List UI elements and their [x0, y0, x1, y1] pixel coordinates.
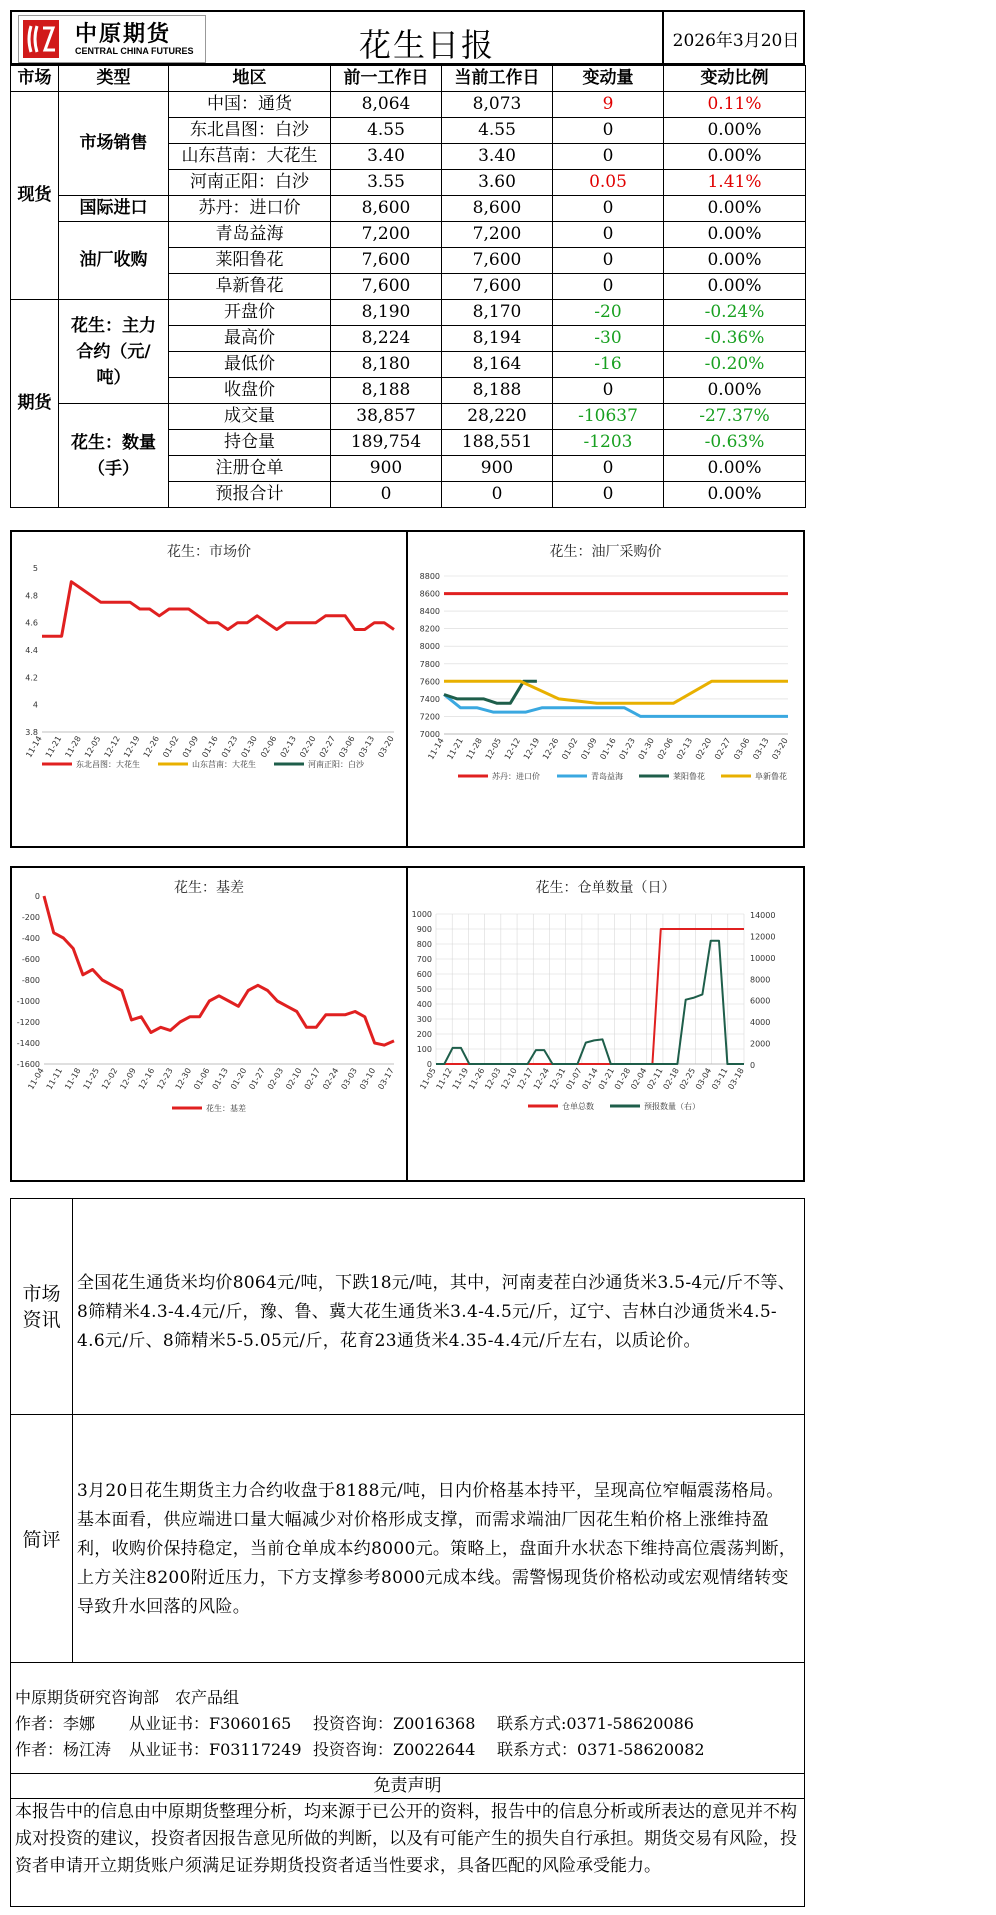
y-tick-label: 900	[416, 925, 432, 934]
y-tick-label: 7400	[419, 694, 440, 704]
x-tick-label: 01-30	[239, 734, 259, 760]
series-line	[444, 695, 788, 717]
x-tick-label: 03-11	[710, 1066, 730, 1092]
y-tick-label: 8800	[419, 572, 440, 581]
chg-cell: -30	[553, 326, 664, 352]
author-name: 作者：李娜	[15, 1714, 96, 1733]
prev-cell: 7,200	[331, 222, 442, 248]
group-oil-mill: 油厂收购	[59, 222, 169, 300]
y-tick-label: -1000	[16, 997, 40, 1006]
chg-cell: 0	[553, 222, 664, 248]
chart-panel-basis	[10, 866, 408, 1182]
y-tick-label: -800	[21, 976, 40, 985]
chg-cell: 0	[553, 118, 664, 144]
comment-label-text: 简评	[22, 1529, 61, 1551]
chg-cell: 9	[553, 92, 664, 118]
x-tick-label: 11-05	[418, 1066, 438, 1092]
x-tick-label: 02-13	[278, 734, 298, 760]
legend-label: 莱阳鲁花	[673, 772, 705, 781]
y-tick-label: -1600	[16, 1060, 40, 1069]
x-tick-label: 03-10	[357, 1066, 378, 1092]
y-tick-label: 4	[32, 700, 38, 710]
x-tick-label: 11-28	[63, 734, 83, 760]
y-tick-label: 8200	[419, 624, 440, 634]
curr-cell: 900	[442, 456, 553, 482]
chart-basis	[12, 868, 406, 1180]
x-tick-label: 02-03	[265, 1066, 286, 1092]
y-tick-label: 4.6	[25, 618, 38, 628]
logo-cn-text: 中原期货	[75, 21, 172, 47]
region-cell: 最高价	[169, 326, 331, 352]
region-cell: 持仓量	[169, 430, 331, 456]
x-tick-label: 01-13	[210, 1066, 230, 1092]
chg-cell: -10637	[553, 404, 664, 430]
x-tick-label: 02-25	[677, 1066, 698, 1092]
chg-cell: -20	[553, 300, 664, 326]
region-cell: 苏丹：进口价	[169, 196, 331, 222]
prev-cell: 7,600	[331, 274, 442, 300]
author-cert: 从业证书：F03117249	[129, 1740, 302, 1759]
col-header: 市场	[11, 66, 59, 92]
x-tick-label: 11-14	[426, 736, 446, 762]
y-right-tick-label: 10000	[750, 953, 776, 963]
chg-cell: 0	[553, 482, 664, 508]
y-tick-label: 7800	[419, 659, 440, 669]
y-tick-label: 8400	[419, 607, 440, 617]
table-row	[11, 404, 806, 430]
x-tick-label: 12-19	[521, 736, 542, 762]
y-tick-label: 800	[416, 940, 432, 949]
x-tick-label: 12-30	[173, 1066, 194, 1092]
curr-cell: 8,073	[442, 92, 553, 118]
y-right-tick-label: 4000	[750, 1018, 771, 1028]
x-tick-label: 12-23	[155, 1066, 175, 1092]
curr-cell: 28,220	[442, 404, 553, 430]
comment-section	[10, 1414, 805, 1663]
x-tick-label: 12-17	[515, 1066, 535, 1092]
region-cell: 中国：通货	[169, 92, 331, 118]
pct-cell: -0.63%	[664, 430, 806, 456]
chg-cell: -1203	[553, 430, 664, 456]
chart-title: 花生：市场价	[167, 544, 251, 560]
chart-title: 花生：仓单数量（日）	[535, 880, 676, 896]
x-tick-label: 03-20	[376, 734, 396, 760]
market-info-text: 全国花生通货米均价8064元/吨，下跌18元/吨，其中，河南麦茬白沙通货米3.5-4元/斤不等、8筛精米4.3-4.4元/斤，豫、鲁、冀大花生通货米3.4-4.5元/斤，辽宁、吉林白沙通货米4.5-4.6元/斤、8筛精米5-5.05元/斤，花育23通货米4.35-4.4元/斤左右，以质论价。	[77, 1273, 796, 1351]
disclaimer-section	[10, 1773, 805, 1907]
x-tick-label: 12-26	[141, 734, 162, 760]
curr-cell: 4.55	[442, 118, 553, 144]
x-tick-label: 01-30	[636, 736, 656, 762]
y-tick-label: 0	[34, 892, 40, 901]
y-tick-label: 400	[416, 1000, 432, 1009]
chart-title: 花生：基差	[174, 880, 244, 896]
y-tick-label: 600	[416, 970, 432, 979]
legend-label: 河南正阳：白沙	[308, 760, 364, 769]
y-right-tick-label: 6000	[750, 996, 771, 1006]
x-tick-label: 01-07	[564, 1066, 584, 1092]
y-tick-label: -600	[21, 955, 40, 964]
x-tick-label: 12-12	[102, 734, 122, 760]
x-tick-label: 02-13	[674, 736, 695, 762]
y-tick-label: 1000	[411, 910, 432, 919]
chg-cell: -16	[553, 352, 664, 378]
x-tick-label: 12-05	[483, 736, 504, 762]
table-row	[11, 92, 806, 118]
legend-label: 花生：基差	[206, 1104, 246, 1113]
prev-cell: 4.55	[331, 118, 442, 144]
curr-cell: 188,551	[442, 430, 553, 456]
market-spot-label: 现货	[11, 92, 59, 300]
region-cell: 预报合计	[169, 482, 331, 508]
region-cell: 阜新鲁花	[169, 274, 331, 300]
logo	[18, 15, 206, 63]
chart-title: 花生：油厂采购价	[549, 544, 662, 560]
region-cell: 河南正阳：白沙	[169, 170, 331, 196]
market-info-label	[11, 1199, 73, 1414]
x-tick-label: 02-27	[317, 734, 338, 760]
x-tick-label: 11-25	[81, 1066, 101, 1092]
y-tick-label: 100	[416, 1045, 432, 1054]
author-contact: 联系方式：0371-58620082	[497, 1740, 705, 1759]
col-header: 地区	[169, 66, 331, 92]
prev-cell: 38,857	[331, 404, 442, 430]
x-tick-label: 03-03	[339, 1066, 359, 1092]
x-tick-label: 11-19	[450, 1066, 471, 1092]
x-tick-label: 12-26	[540, 736, 561, 762]
col-header: 前一工作日	[331, 66, 442, 92]
legend-label: 东北昌图：大花生	[76, 760, 140, 769]
region-cell: 最低价	[169, 352, 331, 378]
footer-authors	[10, 1663, 805, 1773]
prev-cell: 8,224	[331, 326, 442, 352]
x-tick-label: 12-19	[122, 734, 142, 760]
col-header: 当前工作日	[442, 66, 553, 92]
series-line	[444, 681, 788, 703]
logo-en-text: CENTRAL CHINA FUTURES	[75, 46, 194, 56]
pct-cell: 0.00%	[664, 144, 806, 170]
x-tick-label: 03-20	[770, 736, 790, 762]
pct-cell: 0.00%	[664, 274, 806, 300]
chart-panel-oil-mill	[406, 530, 805, 848]
y-tick-label: 200	[416, 1030, 432, 1039]
chg-cell: 0	[553, 196, 664, 222]
author-name: 作者：杨江涛	[15, 1740, 112, 1759]
col-header: 变动量	[553, 66, 664, 92]
report-title: 花生日报	[358, 26, 495, 64]
x-tick-label: 02-11	[645, 1066, 665, 1092]
prev-cell: 8,180	[331, 352, 442, 378]
x-tick-label: 02-20	[693, 736, 714, 762]
x-tick-label: 12-10	[499, 1066, 519, 1092]
x-tick-label: 11-04	[26, 1066, 46, 1092]
price-table	[10, 65, 806, 508]
y-tick-label: 7000	[419, 730, 440, 739]
x-tick-label: 12-09	[118, 1066, 138, 1092]
curr-cell: 7,200	[442, 222, 553, 248]
group-market-sales: 市场销售	[59, 92, 169, 196]
region-cell: 注册仓单	[169, 456, 331, 482]
pct-cell: -0.36%	[664, 326, 806, 352]
y-tick-label: 3.8	[25, 728, 38, 737]
y-right-tick-label: 14000	[750, 911, 776, 920]
pct-cell: -27.37%	[664, 404, 806, 430]
x-tick-label: 01-23	[617, 736, 637, 762]
chart-market-price	[12, 532, 406, 846]
x-tick-label: 01-09	[180, 734, 201, 760]
x-tick-label: 11-18	[63, 1066, 83, 1092]
chg-cell: 0.05	[553, 170, 664, 196]
x-tick-label: 12-24	[531, 1066, 552, 1092]
region-cell: 开盘价	[169, 300, 331, 326]
x-tick-label: 02-10	[284, 1066, 304, 1092]
curr-cell: 8,170	[442, 300, 553, 326]
region-cell: 青岛益海	[169, 222, 331, 248]
x-tick-label: 02-06	[258, 734, 279, 760]
author-consult: 投资咨询：Z0016368	[313, 1714, 476, 1733]
prev-cell: 900	[331, 456, 442, 482]
prev-cell: 3.55	[331, 170, 442, 196]
y-tick-label: -200	[21, 913, 40, 922]
x-tick-label: 11-21	[445, 736, 465, 762]
group-import: 国际进口	[59, 196, 169, 222]
chart-oil-mill-price	[408, 532, 803, 846]
prev-cell: 0	[331, 482, 442, 508]
x-tick-label: 03-13	[751, 736, 771, 762]
x-tick-label: 11-26	[466, 1066, 487, 1092]
pct-cell: 0.00%	[664, 118, 806, 144]
y-tick-label: 0	[426, 1060, 432, 1069]
group-quantity: 花生：数量（手）	[59, 404, 169, 508]
table-row	[11, 222, 806, 248]
x-tick-label: 01-20	[228, 1066, 249, 1092]
chg-cell: 0	[553, 378, 664, 404]
y-tick-label: 4.4	[25, 646, 38, 655]
table-header-row	[11, 66, 806, 92]
x-tick-label: 01-02	[161, 734, 181, 760]
series-line	[44, 896, 394, 1045]
legend-label: 山东莒南：大花生	[192, 760, 256, 769]
y-tick-label: 300	[416, 1015, 432, 1024]
pct-cell: 1.41%	[664, 170, 806, 196]
x-tick-label: 11-28	[464, 736, 484, 762]
curr-cell: 8,188	[442, 378, 553, 404]
curr-cell: 0	[442, 482, 553, 508]
disclaimer-text: 本报告中的信息由中原期货整理分析，均来源于已公开的资料，报告中的信息分析或所表达的意见并不构成对投资的建议，投资者因报告意见所做的判断，以及有可能产生的损失自行承担。期货交易有风险，投资者申请开立期货账户须满足证券期货投资者适当性要求，具备匹配的风险承受能力。	[15, 1802, 797, 1876]
x-tick-label: 12-03	[483, 1066, 503, 1092]
pct-cell: 0.00%	[664, 196, 806, 222]
prev-cell: 189,754	[331, 430, 442, 456]
x-tick-label: 03-06	[732, 736, 752, 762]
market-futures-label: 期货	[11, 300, 59, 508]
curr-cell: 3.40	[442, 144, 553, 170]
curr-cell: 7,600	[442, 274, 553, 300]
chg-cell: 0	[553, 144, 664, 170]
legend-label: 苏丹：进口价	[492, 772, 540, 781]
x-tick-label: 03-04	[693, 1066, 714, 1092]
x-tick-label: 12-16	[136, 1066, 157, 1092]
x-tick-label: 02-17	[302, 1066, 323, 1092]
pct-cell: 0.00%	[664, 222, 806, 248]
prev-cell: 3.40	[331, 144, 442, 170]
chg-cell: 0	[553, 274, 664, 300]
pct-cell: 0.00%	[664, 248, 806, 274]
y-tick-label: 4.8	[25, 591, 38, 601]
legend-label: 预报数量（右）	[644, 1102, 700, 1111]
pct-cell: -0.24%	[664, 300, 806, 326]
col-header: 类型	[59, 66, 169, 92]
y-right-tick-label: 12000	[750, 932, 776, 942]
department: 中原期货研究咨询部 农产品组	[15, 1688, 240, 1707]
y-tick-label: -1400	[16, 1039, 40, 1048]
prev-cell: 8,064	[331, 92, 442, 118]
prev-cell: 8,190	[331, 300, 442, 326]
y-tick-label: 7600	[419, 677, 440, 687]
market-info-label-text: 市场资讯	[22, 1282, 61, 1331]
chart-panel-warehouse	[406, 866, 805, 1182]
x-tick-label: 02-20	[298, 734, 318, 760]
curr-cell: 7,600	[442, 248, 553, 274]
x-tick-label: 01-06	[192, 1066, 212, 1092]
curr-cell: 8,600	[442, 196, 553, 222]
y-tick-label: 5	[32, 564, 38, 573]
pct-cell: -0.20%	[664, 352, 806, 378]
x-tick-label: 01-02	[560, 736, 580, 762]
y-tick-label: -1200	[16, 1018, 40, 1027]
x-tick-label: 01-09	[579, 736, 599, 762]
y-tick-label: 700	[416, 955, 432, 964]
x-tick-label: 02-06	[655, 736, 676, 762]
x-tick-label: 01-28	[612, 1066, 633, 1092]
x-tick-label: 11-14	[24, 734, 44, 760]
curr-cell: 3.60	[442, 170, 553, 196]
y-tick-label: 4.2	[25, 673, 38, 683]
prev-cell: 7,600	[331, 248, 442, 274]
y-tick-label: 8000	[419, 642, 440, 652]
prev-cell: 8,600	[331, 196, 442, 222]
legend-label: 仓单总数	[562, 1102, 594, 1111]
pct-cell: 0.00%	[664, 482, 806, 508]
region-cell: 莱阳鲁花	[169, 248, 331, 274]
x-tick-label: 01-16	[598, 736, 618, 762]
region-cell: 东北昌图：白沙	[169, 118, 331, 144]
x-tick-label: 03-13	[356, 734, 377, 760]
series-line	[42, 582, 394, 637]
prev-cell: 8,188	[331, 378, 442, 404]
x-tick-label: 01-23	[219, 734, 240, 760]
report-header	[10, 10, 805, 65]
y-right-tick-label: 2000	[750, 1039, 771, 1049]
x-tick-label: 12-02	[99, 1066, 120, 1092]
table-row	[11, 196, 806, 222]
author-cert: 从业证书：F3060165	[129, 1714, 292, 1733]
legend-label: 青岛益海	[591, 772, 623, 781]
pct-cell: 0.00%	[664, 456, 806, 482]
disclaimer-title: 免责声明	[11, 1774, 804, 1799]
logo-mark-icon	[23, 20, 59, 58]
x-tick-label: 01-21	[596, 1066, 617, 1092]
col-header: 变动比例	[664, 66, 806, 92]
comment-text: 3月20日花生期货主力合约收盘于8188元/吨，日内价格基本持平，呈现高位窄幅震荡格局。基本面看，供应端进口量大幅减少对价格形成支撑，而需求端油厂因花生粕价格上涨维持盈利，收购价保持稳定，当前仓单成本约8000元。策略上，盘面升水状态下维持高位震荡判断，上方关注8200附近压力，下方支撑参考8000元成本线。需警惕现货价格松动或宏观情绪转变导致升水回落的风险。	[77, 1481, 797, 1617]
x-tick-label: 11-21	[43, 734, 64, 760]
author-contact: 联系方式:0371-58620086	[497, 1714, 694, 1733]
x-tick-label: 03-06	[337, 734, 357, 760]
curr-cell: 8,164	[442, 352, 553, 378]
chart-warehouse-receipts	[408, 868, 803, 1180]
legend-label: 阜新鲁花	[755, 772, 787, 781]
header-divider	[662, 10, 664, 65]
y-right-tick-label: 8000	[750, 975, 771, 985]
pct-cell: 0.00%	[664, 378, 806, 404]
x-tick-label: 01-14	[580, 1066, 600, 1092]
region-cell: 成交量	[169, 404, 331, 430]
x-tick-label: 02-24	[321, 1066, 341, 1092]
market-info-section	[10, 1198, 805, 1415]
x-tick-label: 02-04	[629, 1066, 649, 1092]
chg-cell: 0	[553, 248, 664, 274]
pct-cell: 0.11%	[664, 92, 806, 118]
x-tick-label: 02-27	[712, 736, 733, 762]
table-row	[11, 300, 806, 326]
group-main-contract: 花生：主力合约（元/吨）	[59, 300, 169, 404]
comment-label	[11, 1415, 73, 1662]
curr-cell: 8,194	[442, 326, 553, 352]
y-tick-label: 500	[416, 985, 432, 994]
author-consult: 投资咨询：Z0022644	[313, 1740, 476, 1759]
y-right-tick-label: 0	[750, 1061, 756, 1070]
x-tick-label: 12-05	[82, 734, 103, 760]
chg-cell: 0	[553, 456, 664, 482]
report-date: 2026年3月20日	[672, 31, 800, 51]
x-tick-label: 03-18	[726, 1066, 746, 1092]
x-tick-label: 11-12	[434, 1066, 454, 1092]
y-tick-label: -400	[21, 934, 40, 943]
x-tick-label: 01-27	[247, 1066, 267, 1092]
x-tick-label: 12-12	[502, 736, 523, 762]
region-cell: 山东莒南：大花生	[169, 144, 331, 170]
x-tick-label: 02-18	[661, 1066, 681, 1092]
chart-panel-market-price	[10, 530, 408, 848]
x-tick-label: 01-16	[200, 734, 220, 760]
region-cell: 收盘价	[169, 378, 331, 404]
x-tick-label: 12-31	[547, 1066, 568, 1092]
y-tick-label: 8600	[419, 589, 440, 599]
y-tick-label: 7200	[419, 712, 440, 722]
x-tick-label: 11-11	[44, 1066, 65, 1092]
series-line	[444, 681, 537, 703]
x-tick-label: 03-17	[376, 1066, 396, 1092]
